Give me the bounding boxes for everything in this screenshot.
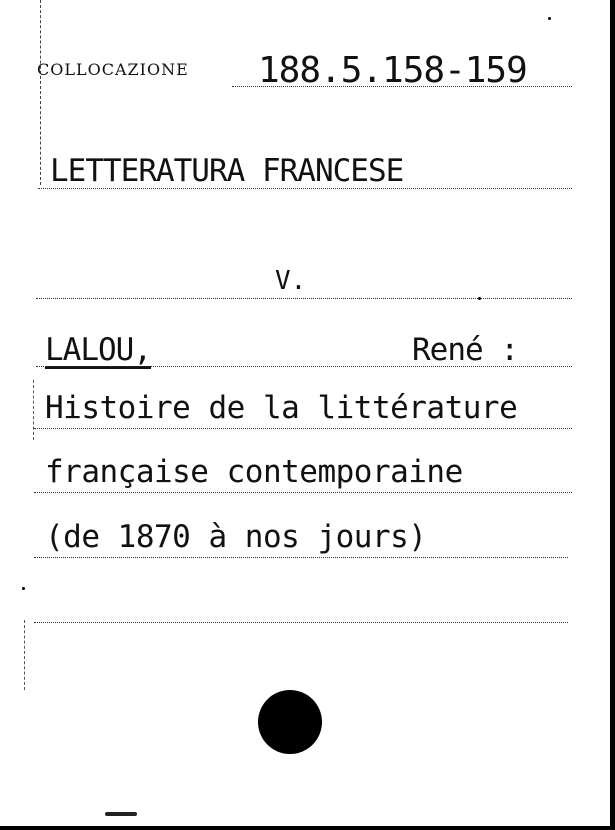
author-surname: LALOU,: [45, 332, 151, 368]
dotted-rule: [34, 557, 568, 558]
card-margin-line: [40, 0, 41, 185]
punch-hole: [258, 690, 322, 754]
card-margin-mark: [24, 620, 25, 690]
author-forename: René :: [412, 332, 518, 368]
shelfmark: 188.5.158-159: [258, 50, 527, 91]
speck-mark: [22, 587, 25, 590]
ink-smudge: [105, 812, 137, 816]
dotted-rule: [34, 428, 572, 429]
speck-mark: [478, 297, 481, 300]
speck-mark: [548, 17, 551, 20]
title-line-2: française contemporaine: [45, 454, 463, 490]
card-margin-mark: [33, 380, 34, 440]
dotted-rule: [36, 366, 572, 367]
dotted-rule: [34, 492, 572, 493]
title-line-3: (de 1870 à nos jours): [45, 519, 427, 555]
dotted-rule: [34, 622, 568, 623]
title-line-1: Histoire de la littérature: [45, 390, 518, 426]
collocazione-label: COLLOCAZIONE: [37, 60, 189, 79]
subject-heading: LETTERATURA FRANCESE: [50, 153, 404, 189]
see-marker: V.: [275, 266, 307, 296]
dotted-rule: [36, 298, 572, 299]
dotted-rule: [38, 188, 572, 189]
